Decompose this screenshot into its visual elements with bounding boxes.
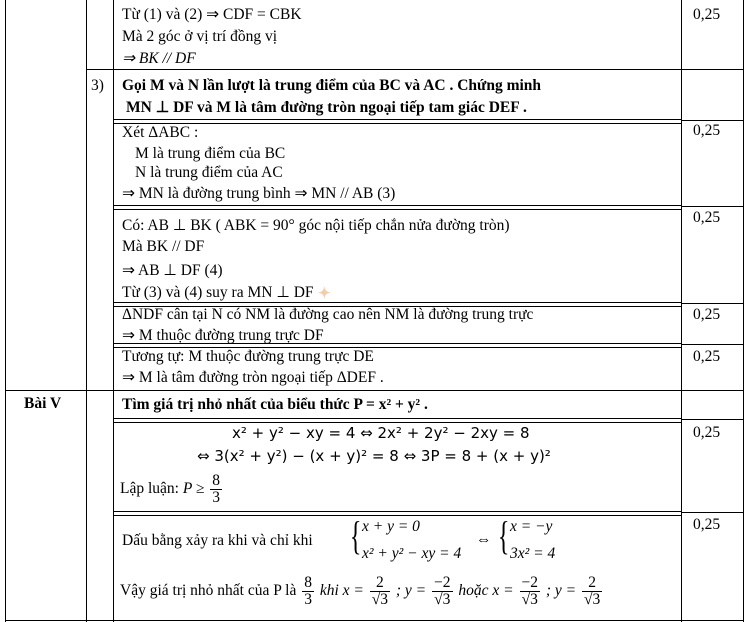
- r3-line2: M là trung điểm của BC: [135, 145, 286, 162]
- row-divider: [681, 419, 743, 420]
- r8-frac-den: 3: [212, 489, 221, 506]
- r8-score: 0,25: [693, 424, 721, 441]
- r9-y2-fraction: [582, 575, 602, 608]
- r3-score: 0,25: [693, 122, 721, 139]
- r9-sys1-eq-b: x² + y² − xy = 4: [362, 545, 462, 562]
- r2-line1: Gọi M và N lần lượt là trung điểm của BC và AC . Chứng minh: [122, 77, 542, 94]
- r9-concl-text-5: ; y =: [545, 582, 577, 600]
- r8-reason-label: Lập luận:: [120, 480, 179, 498]
- r9-sys2-eq-b: 3x² = 4: [510, 545, 556, 562]
- r6-score: 0,25: [693, 348, 721, 365]
- r4-score: 0,25: [693, 209, 721, 226]
- r2-line2: MN ⊥ DF và M là tâm đường tròn ngoại tiếp tam giác DEF .: [126, 99, 527, 116]
- frac-num: 2: [582, 575, 602, 592]
- watermark-logo: ✦: [318, 285, 331, 302]
- r7-problem: Tìm giá trị nhỏ nhất của biểu thức P = x² + y² .: [122, 396, 428, 413]
- r9-concl-text-1: Vậy giá trị nhỏ nhất của P là: [120, 582, 297, 600]
- frac-den: √3: [371, 591, 389, 608]
- r4-line1: Có: AB ⊥ BK ( ABK = 90° góc nội tiếp chắn nửa đường tròn): [122, 217, 510, 234]
- r5-line2: ⇒ M thuộc đường trung trực DF: [122, 327, 324, 344]
- r8-fraction: [210, 473, 222, 506]
- row-divider: [681, 303, 743, 304]
- brace-icon: {: [497, 513, 510, 558]
- frac-den: √3: [584, 591, 601, 608]
- r9-concl-text-4: hoặc x =: [458, 582, 514, 600]
- table-border-left: [5, 0, 6, 622]
- frac-den: 3: [304, 591, 312, 608]
- r9-x2-fraction: [520, 575, 541, 608]
- r3-line4: ⇒ MN là đường trung bình ⇒ MN // AB (3): [122, 185, 396, 202]
- r9-sys2-eq-a: x = −y: [510, 518, 553, 535]
- r9-x1-fraction: [370, 575, 390, 608]
- r8-eq2: ⇔ 3(x² + y²) − (x + y)² = 8 ⇔ 3P = 8 + (x + y)²: [197, 447, 551, 465]
- r5-score: 0,25: [693, 306, 721, 323]
- brace-icon: {: [349, 513, 362, 558]
- frac-num: −2: [521, 574, 538, 591]
- r3-line3: N là trung điểm của AC: [135, 164, 283, 181]
- r9-sys1-eq-a: x + y = 0: [362, 518, 420, 535]
- r8-inequality: P ≥: [182, 480, 205, 498]
- r8-reasoning: [120, 473, 224, 506]
- frac-num: 8: [304, 574, 312, 591]
- r6-line2: ⇒ M là tâm đường tròn ngoại tiếp ΔDEF .: [122, 369, 384, 386]
- r9-y1-fraction: [432, 575, 453, 608]
- section-divider: [5, 390, 743, 391]
- table-border-right: [743, 0, 744, 622]
- row-divider: [113, 418, 681, 423]
- r1-score: 0,25: [693, 6, 721, 23]
- row-divider: [113, 205, 681, 210]
- frac-den: √3: [434, 591, 451, 608]
- frac-num: −2: [434, 574, 451, 591]
- r4-line2: Mà BK // DF: [122, 238, 205, 255]
- column-divider-1: [86, 0, 87, 622]
- column-divider-2: [113, 0, 114, 622]
- row-divider: [681, 206, 743, 207]
- frac-num: 2: [370, 575, 390, 592]
- row-divider: [681, 512, 743, 513]
- row-divider: [681, 344, 743, 345]
- r3-line1: Xét ΔABC :: [122, 124, 199, 141]
- r9-score: 0,25: [693, 516, 721, 533]
- r6-line1: Tương tự: M thuộc đường trung trực DE: [122, 348, 374, 365]
- table-border-bottom: [5, 620, 743, 621]
- r8-frac-num: 8: [212, 472, 221, 489]
- row-divider: [86, 69, 743, 70]
- r9-line1: Dấu bằng xảy ra khi và chỉ khi: [122, 532, 313, 549]
- r9-conclusion: [120, 575, 604, 608]
- r8-eq1: x² + y² − xy = 4 ⇔ 2x² + 2y² − 2xy = 8: [232, 424, 530, 442]
- column-divider-3: [681, 0, 682, 622]
- frac-den: √3: [521, 591, 538, 608]
- r1-line3: ⇒ BK // DF: [122, 50, 196, 67]
- row-divider: [681, 120, 743, 121]
- r9-concl-text-2: khi x =: [319, 582, 364, 600]
- r9-equivalence: ⇔: [476, 531, 492, 548]
- r2-number: 3): [91, 77, 104, 94]
- r1-line2: Mà 2 góc ở vị trí đồng vị: [122, 28, 277, 45]
- r9-min-fraction: [302, 575, 314, 608]
- section-label-bai-v: Bài V: [24, 395, 62, 412]
- r9-concl-text-3: ; y =: [395, 582, 427, 600]
- r1-line1: Từ (1) và (2) ⇒ CDF = CBK: [122, 6, 302, 23]
- r5-line1: ΔNDF cân tại N có NM là đường cao nên NM là đường trung trực: [122, 306, 534, 323]
- r4-line4: Từ (3) và (4) suy ra MN ⊥ DF: [122, 284, 314, 301]
- row-divider: [113, 511, 681, 516]
- r4-line3: ⇒ AB ⊥ DF (4): [122, 262, 223, 279]
